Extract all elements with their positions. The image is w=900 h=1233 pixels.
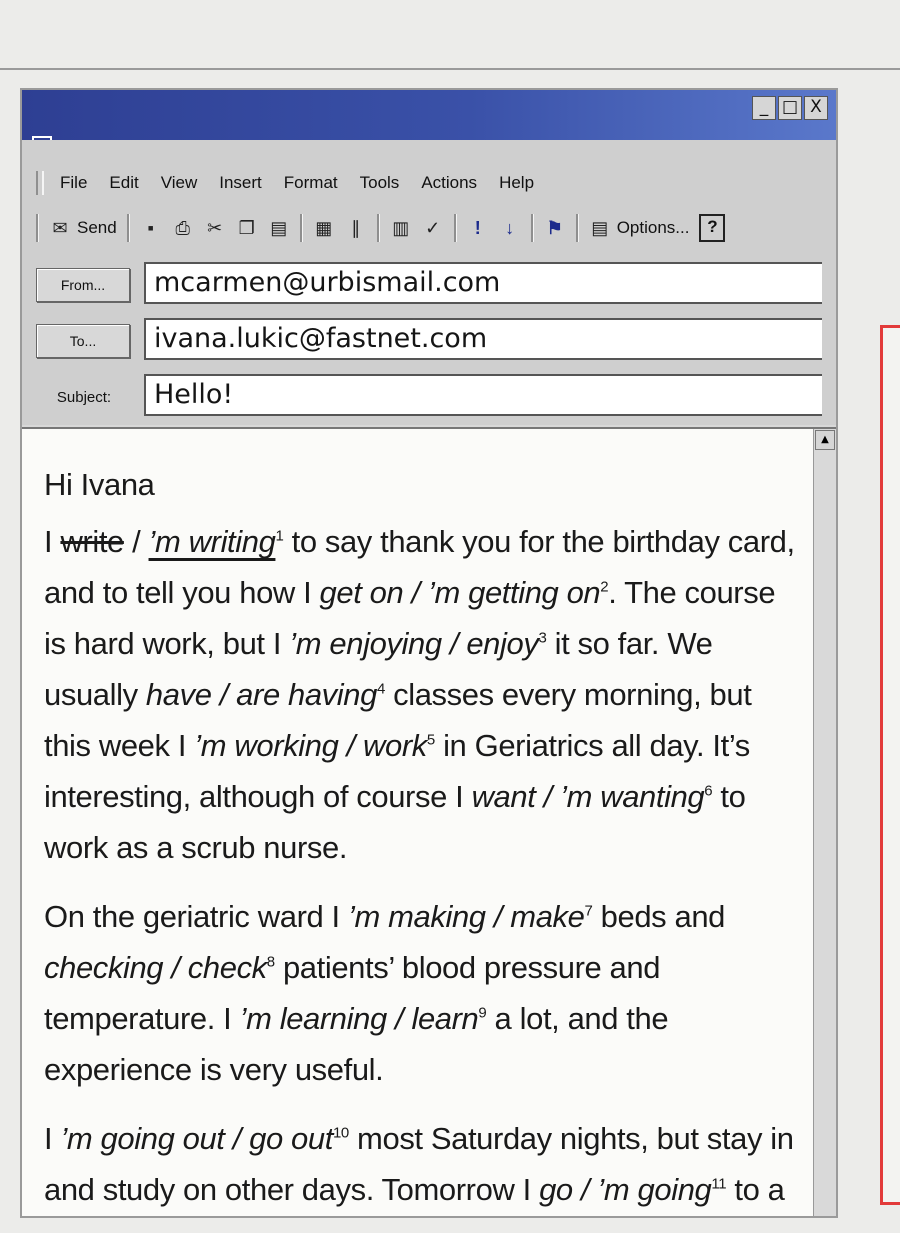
flag-icon[interactable]: ⚑: [546, 217, 563, 238]
send-icon: ✉: [52, 217, 68, 238]
paragraph-2: [44, 891, 802, 1095]
close-button[interactable]: X: [804, 96, 828, 120]
options-label: Options...: [616, 218, 690, 237]
option-pair: checking / check: [44, 950, 267, 985]
save-icon[interactable]: ▪: [147, 217, 154, 238]
toolbar-separator: [576, 214, 579, 242]
toolbar-separator: [377, 214, 380, 242]
vertical-scrollbar[interactable]: [813, 429, 836, 1216]
item-number: 1: [275, 527, 284, 545]
menubar-grip: [36, 171, 44, 195]
option-pair: ’m enjoying / enjoy: [289, 626, 539, 661]
item-number: 10: [332, 1124, 349, 1142]
text-run: beds and: [592, 899, 726, 934]
menu-bar: [36, 168, 534, 198]
item-number: 3: [538, 629, 547, 647]
page-rule: [0, 68, 900, 70]
text-run: I: [44, 1121, 61, 1156]
text-run: to a: [726, 1172, 785, 1207]
subject-label: Subject:: [56, 389, 112, 406]
subject-row: [36, 374, 822, 422]
option-pair: have / are having: [145, 677, 377, 712]
menu-tools[interactable]: Tools: [359, 173, 400, 192]
send-button[interactable]: [49, 217, 117, 239]
text-run: I: [44, 524, 61, 559]
to-row: [36, 318, 822, 366]
from-field[interactable]: mcarmen@urbismail.com: [144, 262, 822, 304]
attach-icon[interactable]: ∥: [351, 217, 361, 238]
help-button[interactable]: ?: [699, 214, 725, 242]
text-run: On the geriatric ward I: [44, 899, 348, 934]
options-button[interactable]: [589, 217, 690, 239]
high-importance-icon[interactable]: !: [474, 217, 481, 238]
item-number: 2: [600, 578, 609, 596]
subject-field[interactable]: Hello!: [144, 374, 822, 416]
menu-edit[interactable]: Edit: [109, 173, 139, 192]
options-icon: ▤: [591, 217, 609, 238]
option-pair: ’m making / make: [347, 899, 585, 934]
text-run: . The course is hard work, but I: [44, 575, 776, 661]
text-run: it so far. We usually: [44, 626, 713, 712]
message-body-area[interactable]: [22, 427, 836, 1216]
toolbar-separator: [300, 214, 303, 242]
maximize-button[interactable]: □: [778, 96, 802, 120]
menu-help[interactable]: Help: [499, 173, 535, 192]
item-number: 7: [584, 902, 593, 920]
insert-file-icon[interactable]: ▦: [315, 217, 333, 238]
text-run: in Geriatrics all day. It’s interesting, although of course I: [44, 728, 750, 814]
menu-format[interactable]: Format: [283, 173, 338, 192]
cut-icon[interactable]: ✂: [207, 217, 223, 238]
text-run: /: [123, 524, 149, 559]
to-button[interactable]: To...: [36, 324, 130, 358]
item-number: 4: [376, 680, 385, 698]
menu-actions[interactable]: Actions: [421, 173, 478, 192]
copy-icon[interactable]: ❐: [238, 217, 255, 238]
crossed-option: write: [60, 524, 124, 559]
option-pair: ’m going out / go out: [60, 1121, 333, 1156]
item-number: 11: [711, 1175, 727, 1193]
toolbar-separator: [127, 214, 130, 242]
option-pair: ’m working / work: [194, 728, 427, 763]
toolbar-separator: [531, 214, 534, 242]
check-names-icon[interactable]: ✓: [425, 217, 441, 238]
option-pair: ’m learning / learn: [239, 1001, 479, 1036]
text-run: classes every morning, but this week I: [44, 677, 752, 763]
option-pair: go / ’m going: [539, 1172, 712, 1207]
send-label: Send: [77, 218, 117, 237]
from-row: [36, 262, 822, 310]
greeting: Hi Ivana: [44, 467, 155, 502]
low-importance-icon[interactable]: ↓: [505, 217, 515, 238]
text-run: a lot, and the experience is very useful.: [44, 1001, 669, 1087]
title-bar: [22, 90, 836, 140]
message-text: [44, 459, 802, 1233]
item-number: 6: [704, 782, 713, 800]
text-run: most Saturday nights, but stay in and study on other days. Tomorrow I: [44, 1121, 794, 1207]
underlined-answer: ’m writing: [148, 524, 276, 559]
to-field[interactable]: ivana.lukic@fastnet.com: [144, 318, 822, 360]
window-chrome: [22, 140, 836, 425]
paste-icon[interactable]: ▤: [270, 217, 288, 238]
menu-insert[interactable]: Insert: [219, 173, 262, 192]
item-number: 5: [426, 731, 435, 749]
scroll-up-arrow-icon[interactable]: ▲: [815, 430, 835, 450]
minimize-button[interactable]: _: [752, 96, 776, 120]
print-icon[interactable]: ⎙: [175, 217, 190, 238]
text-run: to say thank you for the birthday card, and to tell you how I: [44, 524, 795, 610]
toolbar-grip: [36, 214, 39, 242]
option-pair: want / ’m wanting: [471, 779, 705, 814]
toolbar: [36, 208, 826, 248]
item-number: 9: [478, 1004, 487, 1022]
option-pair: get on / ’m getting on: [319, 575, 601, 610]
side-box: [880, 325, 900, 1205]
item-number: 8: [266, 953, 275, 971]
text-run: to work as a scrub nurse.: [44, 779, 746, 865]
paragraph-1: [44, 516, 802, 873]
address-book-icon[interactable]: ▥: [392, 217, 410, 238]
menu-file[interactable]: File: [60, 173, 88, 192]
from-button[interactable]: From...: [36, 268, 130, 302]
toolbar-separator: [454, 214, 457, 242]
window-controls: [752, 96, 828, 120]
text-run: patients’ blood pressure and temperature. I: [44, 950, 661, 1036]
email-window: [20, 88, 838, 1218]
menu-view[interactable]: View: [160, 173, 198, 192]
